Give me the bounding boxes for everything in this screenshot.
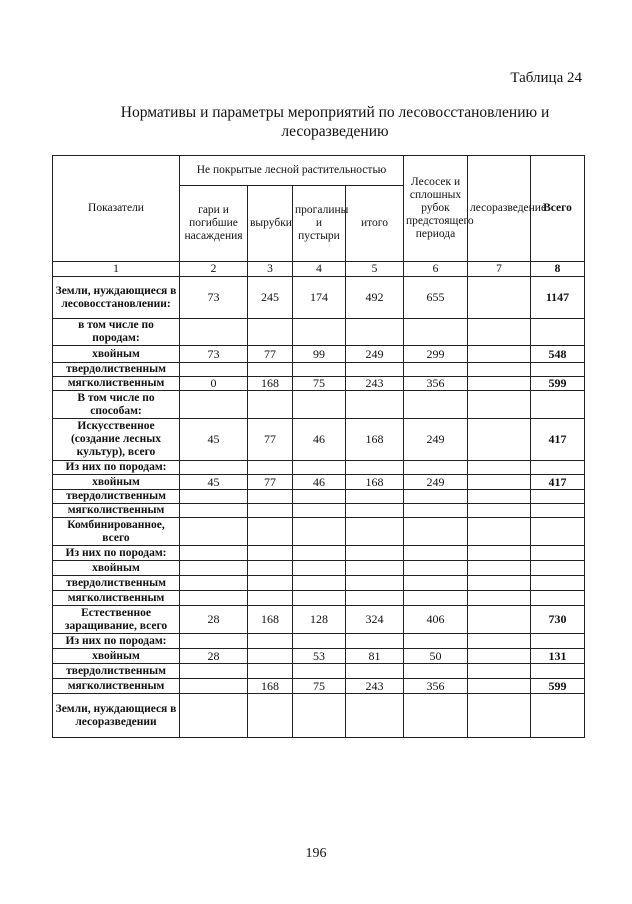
total-cell: 599: [531, 679, 585, 694]
value-cell: [468, 649, 531, 664]
row-label: Искусственное (создание лесных культур), всего: [53, 419, 180, 461]
total-cell: [531, 490, 585, 504]
column-number: 7: [468, 262, 531, 277]
total-cell: [531, 576, 585, 591]
value-cell: 53: [293, 649, 346, 664]
header-afforestation: лесоразведение: [468, 156, 531, 262]
value-cell: [468, 504, 531, 518]
value-cell: [293, 591, 346, 606]
value-cell: [404, 576, 468, 591]
value-cell: 168: [346, 419, 404, 461]
value-cell: [180, 546, 248, 561]
value-cell: [468, 277, 531, 319]
value-cell: 28: [180, 649, 248, 664]
value-cell: [180, 490, 248, 504]
value-cell: [180, 664, 248, 679]
value-cell: [404, 490, 468, 504]
table-row: [53, 546, 585, 561]
value-cell: [248, 591, 293, 606]
value-cell: [468, 346, 531, 363]
value-cell: [468, 606, 531, 634]
row-label: Из них по породам:: [53, 546, 180, 561]
total-cell: 417: [531, 419, 585, 461]
table-row: [53, 694, 585, 738]
table-row: [53, 377, 585, 391]
header-dead-stands: гари и погибшие насаждения: [180, 186, 248, 262]
value-cell: [468, 319, 531, 346]
value-cell: 75: [293, 679, 346, 694]
header-not-covered: Не покрытые лесной растительностью: [180, 156, 404, 186]
value-cell: [293, 634, 346, 649]
value-cell: [468, 363, 531, 377]
value-cell: [293, 518, 346, 546]
value-cell: [293, 319, 346, 346]
header-gaps: прогалины и пустыри: [293, 186, 346, 262]
row-label: Из них по породам:: [53, 461, 180, 475]
value-cell: 81: [346, 649, 404, 664]
value-cell: 245: [248, 277, 293, 319]
value-cell: [468, 391, 531, 419]
value-cell: [248, 391, 293, 419]
value-cell: [404, 561, 468, 576]
total-cell: [531, 363, 585, 377]
value-cell: 324: [346, 606, 404, 634]
value-cell: [180, 694, 248, 738]
value-cell: 406: [404, 606, 468, 634]
table-row: [53, 649, 585, 664]
row-label: мягколиственным: [53, 377, 180, 391]
value-cell: [468, 561, 531, 576]
row-label: Земли, нуждающиеся в лесовосстановлении:: [53, 277, 180, 319]
value-cell: 168: [248, 679, 293, 694]
total-cell: 548: [531, 346, 585, 363]
row-label: хвойным: [53, 561, 180, 576]
value-cell: [404, 694, 468, 738]
value-cell: [248, 546, 293, 561]
table-row: [53, 277, 585, 319]
table-row: [53, 346, 585, 363]
value-cell: [404, 546, 468, 561]
value-cell: [180, 391, 248, 419]
value-cell: [468, 518, 531, 546]
table-row: [53, 391, 585, 419]
row-label: хвойным: [53, 346, 180, 363]
value-cell: [404, 664, 468, 679]
total-cell: 417: [531, 475, 585, 490]
table-row: [53, 664, 585, 679]
value-cell: 46: [293, 475, 346, 490]
table-row: [53, 461, 585, 475]
value-cell: 45: [180, 419, 248, 461]
table-row: [53, 576, 585, 591]
total-cell: [531, 694, 585, 738]
value-cell: [468, 634, 531, 649]
value-cell: 46: [293, 419, 346, 461]
value-cell: [248, 504, 293, 518]
value-cell: 77: [248, 346, 293, 363]
value-cell: 492: [346, 277, 404, 319]
value-cell: 249: [404, 475, 468, 490]
value-cell: [180, 461, 248, 475]
value-cell: 77: [248, 475, 293, 490]
total-cell: [531, 518, 585, 546]
total-cell: [531, 591, 585, 606]
column-number: 6: [404, 262, 468, 277]
header-fellings: Лесосек и сплошных рубок предстоящего периода: [404, 156, 468, 262]
total-cell: [531, 664, 585, 679]
value-cell: [346, 664, 404, 679]
value-cell: [404, 391, 468, 419]
value-cell: [180, 591, 248, 606]
value-cell: [468, 664, 531, 679]
value-cell: [248, 664, 293, 679]
value-cell: [468, 679, 531, 694]
value-cell: [346, 561, 404, 576]
total-cell: 730: [531, 606, 585, 634]
value-cell: [404, 634, 468, 649]
row-label: Естественное заращивание, всего: [53, 606, 180, 634]
value-cell: [346, 518, 404, 546]
value-cell: [468, 475, 531, 490]
column-number: 5: [346, 262, 404, 277]
row-label: хвойным: [53, 649, 180, 664]
value-cell: [180, 319, 248, 346]
header-subtotal: итого: [346, 186, 404, 262]
value-cell: [248, 634, 293, 649]
value-cell: [404, 591, 468, 606]
value-cell: [248, 518, 293, 546]
value-cell: [180, 561, 248, 576]
value-cell: [346, 504, 404, 518]
table-row: [53, 591, 585, 606]
value-cell: [248, 461, 293, 475]
value-cell: [468, 694, 531, 738]
value-cell: [468, 377, 531, 391]
value-cell: 50: [404, 649, 468, 664]
value-cell: 174: [293, 277, 346, 319]
header-indicators: Показатели: [53, 156, 180, 262]
value-cell: [346, 319, 404, 346]
row-label: твердолиственным: [53, 363, 180, 377]
value-cell: 168: [248, 377, 293, 391]
value-cell: 73: [180, 346, 248, 363]
value-cell: [293, 391, 346, 419]
value-cell: [180, 576, 248, 591]
row-label: твердолиственным: [53, 490, 180, 504]
value-cell: [346, 546, 404, 561]
value-cell: [346, 634, 404, 649]
row-label: Из них по породам:: [53, 634, 180, 649]
total-cell: 599: [531, 377, 585, 391]
table-row: [53, 634, 585, 649]
row-label: В том числе по способам:: [53, 391, 180, 419]
row-label: мягколиственным: [53, 591, 180, 606]
column-number: 3: [248, 262, 293, 277]
value-cell: [468, 546, 531, 561]
table-title: Нормативы и параметры мероприятий по лесовосстановлению и лесоразведению: [120, 104, 550, 140]
value-cell: 655: [404, 277, 468, 319]
value-cell: [346, 576, 404, 591]
column-number: 1: [53, 262, 180, 277]
value-cell: [248, 649, 293, 664]
value-cell: [404, 363, 468, 377]
value-cell: [468, 419, 531, 461]
total-cell: [531, 634, 585, 649]
table-row: [53, 561, 585, 576]
value-cell: 243: [346, 377, 404, 391]
value-cell: [346, 461, 404, 475]
value-cell: [293, 461, 346, 475]
value-cell: 75: [293, 377, 346, 391]
value-cell: [248, 576, 293, 591]
total-cell: [531, 461, 585, 475]
value-cell: 45: [180, 475, 248, 490]
column-number-row: [53, 262, 585, 277]
total-cell: 131: [531, 649, 585, 664]
value-cell: [248, 490, 293, 504]
value-cell: [180, 518, 248, 546]
value-cell: [468, 461, 531, 475]
column-number: 2: [180, 262, 248, 277]
value-cell: [346, 591, 404, 606]
value-cell: 356: [404, 679, 468, 694]
row-label: Комбинированное, всего: [53, 518, 180, 546]
value-cell: 99: [293, 346, 346, 363]
value-cell: [293, 664, 346, 679]
forest-restoration-table: [52, 155, 585, 738]
row-label: в том числе по породам:: [53, 319, 180, 346]
row-label: мягколиственным: [53, 504, 180, 518]
table-row: [53, 679, 585, 694]
value-cell: [248, 694, 293, 738]
value-cell: 128: [293, 606, 346, 634]
value-cell: [293, 576, 346, 591]
value-cell: [404, 518, 468, 546]
value-cell: [293, 490, 346, 504]
value-cell: 28: [180, 606, 248, 634]
column-number: 4: [293, 262, 346, 277]
value-cell: [248, 363, 293, 377]
value-cell: [404, 461, 468, 475]
value-cell: 0: [180, 377, 248, 391]
value-cell: 168: [248, 606, 293, 634]
value-cell: [346, 363, 404, 377]
total-cell: [531, 561, 585, 576]
value-cell: [180, 504, 248, 518]
table-row: [53, 475, 585, 490]
column-number: 8: [531, 262, 585, 277]
value-cell: [180, 679, 248, 694]
table-row: [53, 518, 585, 546]
value-cell: 168: [346, 475, 404, 490]
value-cell: [346, 391, 404, 419]
value-cell: 356: [404, 377, 468, 391]
value-cell: [248, 561, 293, 576]
value-cell: [180, 634, 248, 649]
value-cell: [468, 576, 531, 591]
total-cell: [531, 504, 585, 518]
value-cell: 243: [346, 679, 404, 694]
value-cell: [468, 591, 531, 606]
value-cell: [346, 694, 404, 738]
value-cell: 249: [404, 419, 468, 461]
table-row: [53, 504, 585, 518]
row-label: Земли, нуждающиеся в лесоразведении: [53, 694, 180, 738]
value-cell: [180, 363, 248, 377]
value-cell: [293, 546, 346, 561]
value-cell: [404, 504, 468, 518]
value-cell: 249: [346, 346, 404, 363]
total-cell: [531, 319, 585, 346]
value-cell: [346, 490, 404, 504]
total-cell: [531, 391, 585, 419]
value-cell: [293, 561, 346, 576]
value-cell: 73: [180, 277, 248, 319]
header-total: Всего: [531, 156, 585, 262]
row-label: твердолиственным: [53, 576, 180, 591]
row-label: хвойным: [53, 475, 180, 490]
value-cell: [468, 490, 531, 504]
table-caption: Таблица 24: [510, 70, 582, 86]
row-label: твердолиственным: [53, 664, 180, 679]
header-clearcuts: вырубки: [248, 186, 293, 262]
value-cell: 77: [248, 419, 293, 461]
table-row: [53, 363, 585, 377]
total-cell: [531, 546, 585, 561]
value-cell: [293, 504, 346, 518]
value-cell: [293, 363, 346, 377]
page-number: 196: [305, 846, 327, 861]
row-label: мягколиственным: [53, 679, 180, 694]
value-cell: 299: [404, 346, 468, 363]
table-row: [53, 490, 585, 504]
value-cell: [293, 694, 346, 738]
value-cell: [404, 319, 468, 346]
table-row: [53, 319, 585, 346]
table-row: [53, 606, 585, 634]
table-row: [53, 419, 585, 461]
value-cell: [248, 319, 293, 346]
total-cell: 1147: [531, 277, 585, 319]
